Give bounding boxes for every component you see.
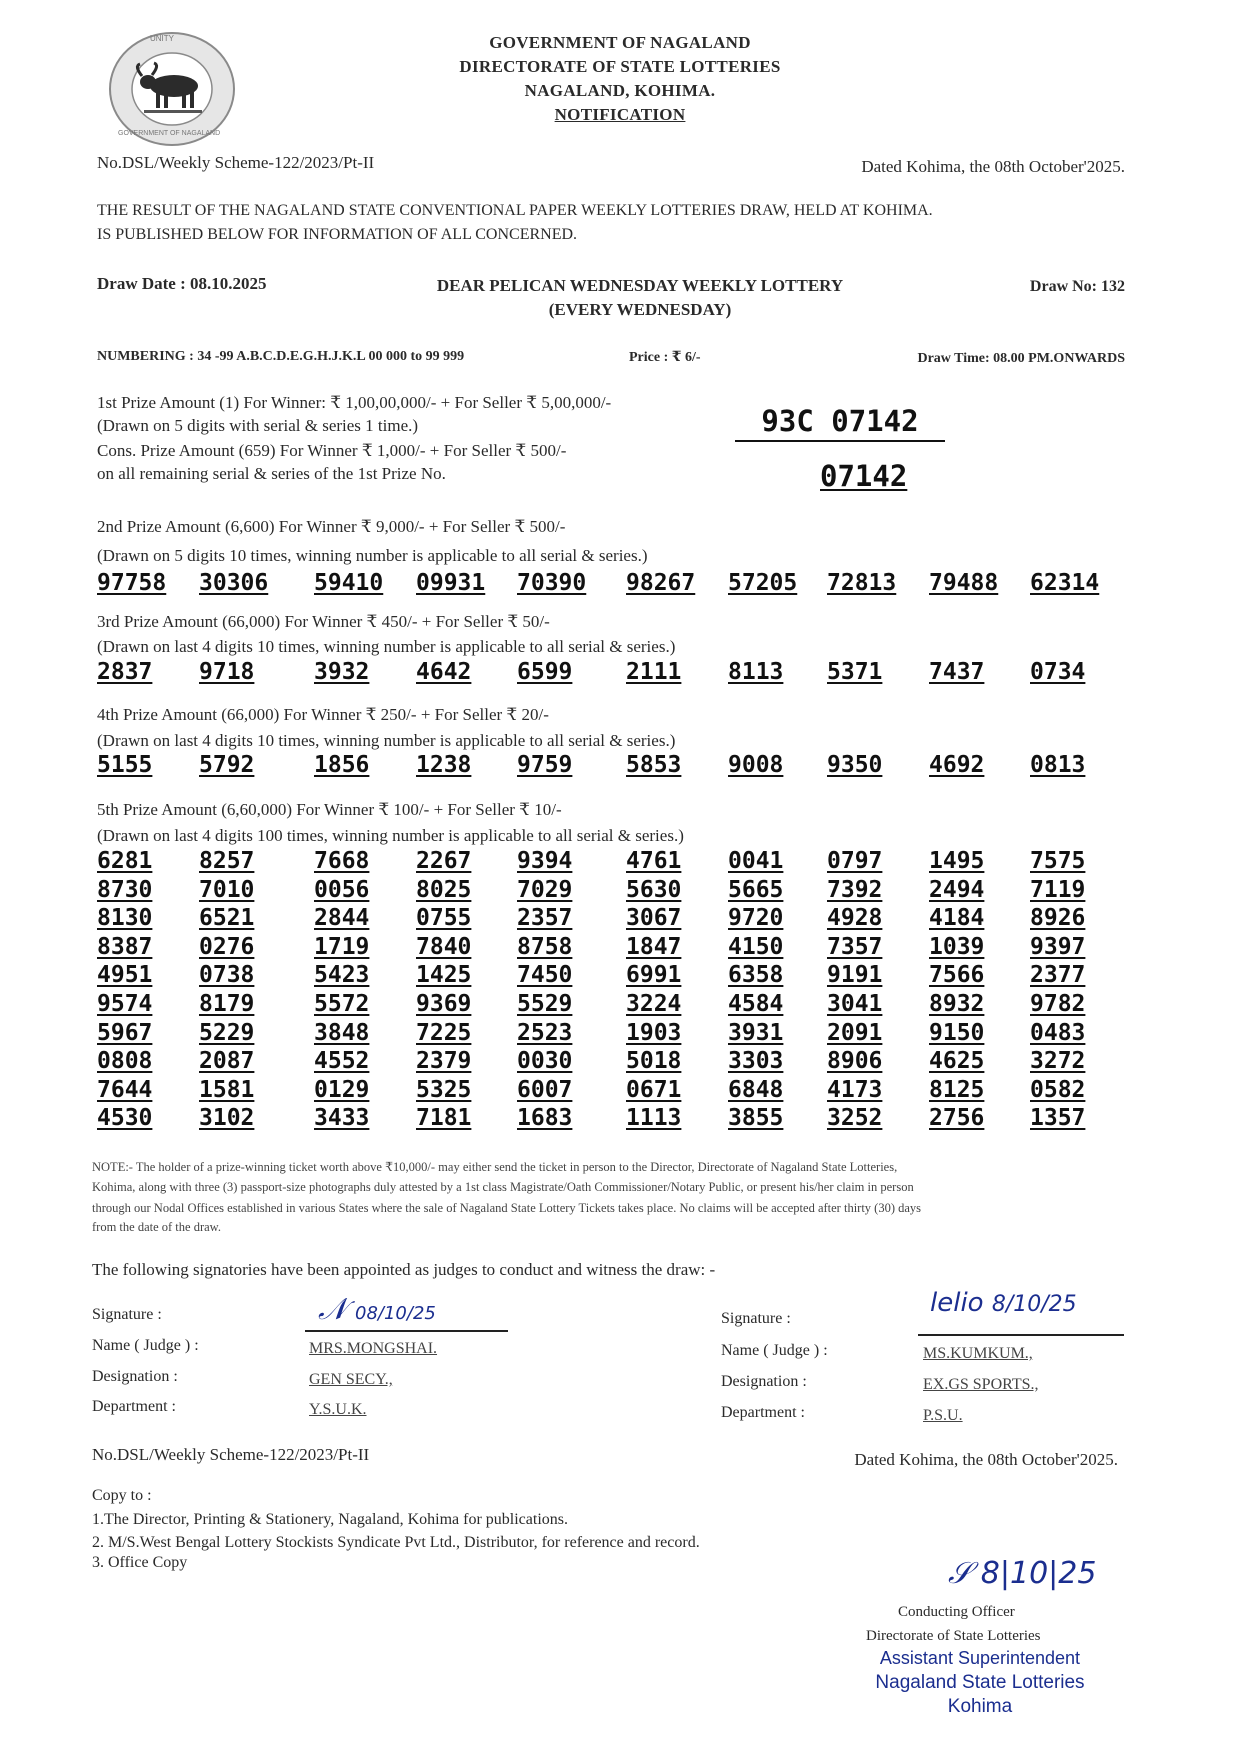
- officer-stamp-designation: Assistant Superintendent: [879, 1648, 1081, 1668]
- fifth-prize-number: 8926: [1030, 905, 1086, 932]
- fifth-prize-number: 9191: [827, 962, 883, 989]
- fifth-prize-number: 3272: [1030, 1048, 1086, 1075]
- fifth-prize-number: 7840: [416, 933, 472, 960]
- lottery-frequency: (EVERY WEDNESDAY): [548, 300, 732, 319]
- fifth-prize-number: 1425: [416, 962, 472, 989]
- copy-to-item-3: 3. Office Copy: [92, 1554, 188, 1571]
- fifth-prize-number: 7225: [416, 1019, 472, 1046]
- fifth-prize-number: 8125: [929, 1076, 985, 1103]
- judge2-designation-label: Designation :: [721, 1373, 807, 1390]
- judge2-designation: EX.GS SPORTS.,: [923, 1376, 1039, 1393]
- judge2-signature-line: [918, 1334, 1124, 1336]
- consolation-prize-amount: Cons. Prize Amount (659) For Winner ₹ 1,000/- + For Seller ₹ 500/-: [97, 441, 567, 460]
- second-prize-number: 98267: [626, 570, 696, 596]
- fifth-prize-number: 4173: [827, 1076, 883, 1103]
- judge1-designation: GEN SECY.,: [309, 1371, 393, 1388]
- third-prize-number: 2111: [626, 659, 682, 685]
- fifth-prize-number: 2357: [517, 905, 573, 932]
- second-prize-number: 09931: [416, 570, 486, 596]
- third-prize-number: 0734: [1030, 659, 1086, 685]
- footer-dated-line: Dated Kohima, the 08th October'2025.: [854, 1450, 1118, 1469]
- fifth-prize-number: 3433: [314, 1105, 370, 1132]
- fifth-prize-number: 2844: [314, 905, 370, 932]
- third-prize-number: 3932: [314, 659, 370, 685]
- fifth-prize-number: 1357: [1030, 1105, 1086, 1132]
- fourth-prize-number: 9350: [827, 752, 883, 778]
- fifth-prize-number: 8906: [827, 1048, 883, 1075]
- judge1-name-label: Name ( Judge ) :: [92, 1337, 199, 1354]
- fourth-prize-rule: (Drawn on last 4 digits 10 times, winning number is applicable to all serial & series.): [97, 731, 676, 750]
- fifth-prize-number: 3041: [827, 991, 883, 1017]
- first-prize-rule: (Drawn on 5 digits with serial & series 1 time.): [97, 416, 419, 435]
- fourth-prize-number: 5853: [626, 752, 682, 778]
- fifth-prize-number: 1495: [929, 848, 985, 874]
- fifth-prize-number: 2087: [199, 1048, 255, 1075]
- officer-title: Conducting Officer: [898, 1604, 1015, 1620]
- judge2-signature-label: Signature :: [721, 1310, 791, 1327]
- first-prize-amount: 1st Prize Amount (1) For Winner: ₹ 1,00,00,000/- + For Seller ₹ 5,00,000/-: [97, 393, 612, 412]
- third-prize-amount: 3rd Prize Amount (66,000) For Winner ₹ 450/- + For Seller ₹ 50/-: [97, 612, 550, 631]
- fifth-prize-number: 3102: [199, 1105, 255, 1132]
- second-prize-number: 97758: [97, 570, 167, 596]
- judge1-designation-label: Designation :: [92, 1368, 178, 1385]
- fifth-prize-number: 6521: [199, 905, 255, 932]
- reference-number: No.DSL/Weekly Scheme-122/2023/Pt-II: [97, 153, 375, 172]
- fifth-prize-number: 7392: [827, 876, 883, 903]
- fourth-prize-number: 4692: [929, 752, 985, 778]
- fifth-prize-number: 7566: [929, 962, 985, 989]
- note-line-2: Kohima, along with three (3) passport-size photographs duly attested by a 1st class Magistrate/Oath Commissioner/Notary Public, or present his/her claim in person: [92, 1180, 914, 1194]
- third-prize-rule: (Drawn on last 4 digits 10 times, winning number is applicable to all serial & series.): [97, 637, 676, 656]
- fifth-prize-number: 1847: [626, 933, 682, 960]
- fifth-prize-number: 8730: [97, 876, 153, 903]
- third-prize-number: 7437: [929, 659, 985, 685]
- second-prize-number: 79488: [929, 570, 999, 596]
- second-prize-number: 57205: [728, 570, 798, 596]
- judge2-department: P.S.U.: [923, 1407, 963, 1424]
- fifth-prize-number: 5665: [728, 876, 784, 903]
- judge2-name-label: Name ( Judge ) :: [721, 1342, 828, 1359]
- fifth-prize-number: 5967: [97, 1019, 153, 1046]
- officer-signature: [948, 1556, 1096, 1591]
- second-prize-number: 62314: [1030, 570, 1100, 596]
- fifth-prize-number: 0797: [827, 848, 883, 874]
- fifth-prize-number: 3224: [626, 991, 682, 1017]
- fifth-prize-number: 8179: [199, 991, 255, 1017]
- fourth-prize-number: 1238: [416, 752, 472, 778]
- judge1-department-label: Department :: [92, 1398, 176, 1415]
- fifth-prize-number: 9369: [416, 991, 472, 1017]
- fifth-prize-number: 9394: [517, 848, 573, 874]
- second-prize-number: 30306: [199, 570, 269, 596]
- judge1-signature: [318, 1292, 436, 1327]
- judge2-signature-date: 8/10/25: [991, 1292, 1077, 1317]
- fifth-prize-number: 6358: [728, 962, 784, 989]
- fifth-prize-number: 3067: [626, 905, 682, 932]
- second-prize-number: 70390: [517, 570, 587, 596]
- fifth-prize-number: 0483: [1030, 1019, 1086, 1046]
- note-line-3: through our Nodal Offices established in various States where the sale of Nagaland State Lottery Tickets takes place. No claims will be accepted after thirty (30) days: [92, 1201, 922, 1215]
- header-directorate: DIRECTORATE OF STATE LOTTERIES: [459, 57, 781, 76]
- fifth-prize-number: 2377: [1030, 962, 1086, 989]
- fifth-prize-number: 9782: [1030, 991, 1086, 1017]
- second-prize-number: 72813: [827, 570, 897, 596]
- fifth-prize-number: 5018: [626, 1048, 682, 1075]
- copy-to-heading: Copy to :: [92, 1487, 152, 1504]
- officer-stamp-organisation: Nagaland State Lotteries: [875, 1672, 1085, 1693]
- first-prize-number-value: 93C 07142: [761, 404, 919, 438]
- second-prize-numbers: [97, 570, 1117, 602]
- fifth-prize-number: 9150: [929, 1019, 985, 1046]
- fifth-prize-number: 7029: [517, 876, 573, 903]
- second-prize-rule: (Drawn on 5 digits 10 times, winning number is applicable to all serial & series.): [97, 546, 648, 565]
- judge2-signature: [930, 1288, 1077, 1318]
- intro-line-1: THE RESULT OF THE NAGALAND STATE CONVENTIONAL PAPER WEEKLY LOTTERIES DRAW, HELD AT KOHIMA.: [97, 202, 933, 219]
- third-prize-number: 9718: [199, 659, 255, 685]
- fourth-prize-number: 9759: [517, 752, 573, 778]
- fifth-prize-number: 4951: [97, 962, 153, 989]
- third-prize-number: 8113: [728, 659, 784, 685]
- fifth-prize-number: 0755: [416, 905, 472, 932]
- fifth-prize-number: 4184: [929, 905, 985, 932]
- fifth-prize-number: 6991: [626, 962, 682, 989]
- fifth-prize-number: 5229: [199, 1019, 255, 1046]
- judge1-signature-label: Signature :: [92, 1306, 162, 1323]
- fifth-prize-number: 4552: [314, 1048, 370, 1075]
- fifth-prize-number: 4530: [97, 1105, 153, 1132]
- judge2-signature-scribble: lelio: [930, 1288, 984, 1318]
- third-prize-number: 6599: [517, 659, 573, 685]
- consolation-prize-number: 07142: [820, 459, 908, 493]
- note-line-1: NOTE:- The holder of a prize-winning ticket worth above ₹10,000/- may either send the ticket in person to the Director, Directorate of Nagaland State Lotteries,: [92, 1160, 898, 1174]
- fifth-prize-number: 3931: [728, 1019, 784, 1046]
- fifth-prize-number: 8387: [97, 933, 153, 960]
- fifth-prize-number: 2379: [416, 1048, 472, 1075]
- header-notification: NOTIFICATION: [554, 105, 686, 124]
- draw-date: Draw Date : 08.10.2025: [97, 274, 267, 293]
- fourth-prize-number: 9008: [728, 752, 784, 778]
- fifth-prize-number: 7119: [1030, 876, 1086, 903]
- fifth-prize-number: 3848: [314, 1019, 370, 1046]
- fifth-prize-number: 7181: [416, 1105, 472, 1132]
- fifth-prize-number: 1039: [929, 933, 985, 960]
- consolation-prize-rule: on all remaining serial & series of the 1st Prize No.: [97, 464, 446, 483]
- fifth-prize-number: 1581: [199, 1076, 255, 1103]
- fifth-prize-number: 6007: [517, 1076, 573, 1103]
- fifth-prize-number: 0030: [517, 1048, 573, 1075]
- fifth-prize-number: 8257: [199, 848, 255, 874]
- fifth-prize-number: 2091: [827, 1019, 883, 1046]
- fifth-prize-number: 8758: [517, 933, 573, 960]
- fifth-prize-number: 7010: [199, 876, 255, 903]
- fifth-prize-number: 3303: [728, 1048, 784, 1075]
- fifth-prize-number: 0056: [314, 876, 370, 903]
- fourth-prize-number: 5155: [97, 752, 153, 778]
- fifth-prize-number: 7668: [314, 848, 370, 874]
- note-line-4: from the date of the draw.: [92, 1220, 221, 1234]
- fifth-prize-number: 8932: [929, 991, 985, 1017]
- fifth-prize-number: 7450: [517, 962, 573, 989]
- judge1-department: Y.S.U.K.: [309, 1401, 367, 1418]
- fifth-prize-number: 0129: [314, 1076, 370, 1103]
- fifth-prize-number: 0671: [626, 1076, 682, 1103]
- fifth-prize-number: 0041: [728, 848, 784, 874]
- lottery-name: DEAR PELICAN WEDNESDAY WEEKLY LOTTERY: [436, 276, 844, 295]
- fifth-prize-number: 1719: [314, 933, 370, 960]
- footer-reference-number: No.DSL/Weekly Scheme-122/2023/Pt-II: [92, 1445, 370, 1464]
- fifth-prize-number: 2494: [929, 876, 985, 903]
- fifth-prize-number: 7644: [97, 1076, 153, 1103]
- ticket-price: Price : ₹ 6/-: [629, 350, 701, 365]
- fifth-prize-number: 5325: [416, 1076, 472, 1103]
- fourth-prize-number: 5792: [199, 752, 255, 778]
- officer-stamp-location: Kohima: [947, 1696, 1013, 1717]
- second-prize-amount: 2nd Prize Amount (6,600) For Winner ₹ 9,000/- + For Seller ₹ 500/-: [97, 517, 566, 536]
- fourth-prize-numbers: [97, 752, 1117, 784]
- judge2-name: MS.KUMKUM.,: [923, 1345, 1033, 1362]
- third-prize-number: 4642: [416, 659, 472, 685]
- dated-line: Dated Kohima, the 08th October'2025.: [861, 157, 1125, 176]
- fifth-prize-number: 8130: [97, 905, 153, 932]
- fifth-prize-number: 3855: [728, 1105, 784, 1132]
- fifth-prize-number: 9720: [728, 905, 784, 932]
- officer-signature-scribble: 𝒮: [948, 1556, 972, 1591]
- judge1-signature-line: [305, 1330, 508, 1332]
- header-government: GOVERNMENT OF NAGALAND: [489, 33, 751, 52]
- fifth-prize-rule: (Drawn on last 4 digits 100 times, winning number is applicable to all serial & series.): [97, 826, 684, 845]
- second-prize-number: 59410: [314, 570, 384, 596]
- fifth-prize-number: 9574: [97, 991, 153, 1017]
- judge1-signature-scribble: 𝒩: [318, 1292, 347, 1327]
- judge1-name: MRS.MONGSHAI.: [309, 1340, 438, 1357]
- fifth-prize-number: 0808: [97, 1048, 153, 1075]
- fifth-prize-number: 1113: [626, 1105, 682, 1132]
- third-prize-number: 2837: [97, 659, 153, 685]
- header-location: NAGALAND, KOHIMA.: [524, 81, 716, 100]
- draw-number: Draw No: 132: [1029, 278, 1125, 295]
- fifth-prize-number: 6281: [97, 848, 153, 874]
- copy-to-item-1: 1.The Director, Printing & Stationery, Nagaland, Kohima for publications.: [92, 1511, 568, 1528]
- fifth-prize-number: 5423: [314, 962, 370, 989]
- fifth-prize-number: 1903: [626, 1019, 682, 1046]
- fifth-prize-number: 0738: [199, 962, 255, 989]
- draw-time: Draw Time: 08.00 PM.ONWARDS: [917, 351, 1125, 366]
- third-prize-numbers: [97, 659, 1117, 691]
- fifth-prize-number: 4625: [929, 1048, 985, 1075]
- fifth-prize-number: 2523: [517, 1019, 573, 1046]
- fifth-prize-number: 4761: [626, 848, 682, 874]
- judges-intro: The following signatories have been appointed as judges to conduct and witness the draw: -: [92, 1260, 716, 1279]
- seal-bottom-text: GOVERNMENT OF NAGALAND: [118, 130, 221, 137]
- fifth-prize-number: 5529: [517, 991, 573, 1017]
- fifth-prize-number: 7575: [1030, 848, 1086, 874]
- copy-to-item-2: 2. M/S.West Bengal Lottery Stockists Syndicate Pvt Ltd., Distributor, for reference and record.: [92, 1534, 700, 1551]
- fourth-prize-number: 1856: [314, 752, 370, 778]
- fifth-prize-amount: 5th Prize Amount (6,60,000) For Winner ₹ 100/- + For Seller ₹ 10/-: [97, 800, 562, 819]
- seal-top-text: UNITY: [150, 34, 174, 43]
- fourth-prize-number: 0813: [1030, 752, 1086, 778]
- officer-directorate: Directorate of State Lotteries: [866, 1628, 1041, 1644]
- fifth-prize-number: 7357: [827, 933, 883, 960]
- third-prize-number: 5371: [827, 659, 883, 685]
- fifth-prize-number: 2267: [416, 848, 472, 874]
- fifth-prize-number: 6848: [728, 1076, 784, 1103]
- numbering-range: NUMBERING : 34 -99 A.B.C.D.E.G.H.J.K.L 00 000 to 99 999: [97, 349, 465, 364]
- intro-line-2: IS PUBLISHED BELOW FOR INFORMATION OF ALL CONCERNED.: [97, 226, 578, 243]
- fifth-prize-grid: [97, 848, 1117, 1138]
- fifth-prize-number: 5572: [314, 991, 370, 1017]
- fifth-prize-number: 9397: [1030, 933, 1086, 960]
- fifth-prize-number: 5630: [626, 876, 682, 903]
- judge1-signature-date: 08/10/25: [355, 1303, 436, 1324]
- fourth-prize-amount: 4th Prize Amount (66,000) For Winner ₹ 250/- + For Seller ₹ 20/-: [97, 705, 549, 724]
- first-prize-number: [735, 404, 945, 442]
- fifth-prize-number: 8025: [416, 876, 472, 903]
- fifth-prize-number: 4928: [827, 905, 883, 932]
- fifth-prize-number: 4150: [728, 933, 784, 960]
- fifth-prize-number: 0276: [199, 933, 255, 960]
- fifth-prize-number: 3252: [827, 1105, 883, 1132]
- fifth-prize-number: 0582: [1030, 1076, 1086, 1103]
- fifth-prize-number: 1683: [517, 1105, 573, 1132]
- judge2-department-label: Department :: [721, 1404, 805, 1421]
- officer-signature-date: 8|10|25: [980, 1556, 1097, 1591]
- fifth-prize-number: 4584: [728, 991, 784, 1017]
- fifth-prize-number: 2756: [929, 1105, 985, 1132]
